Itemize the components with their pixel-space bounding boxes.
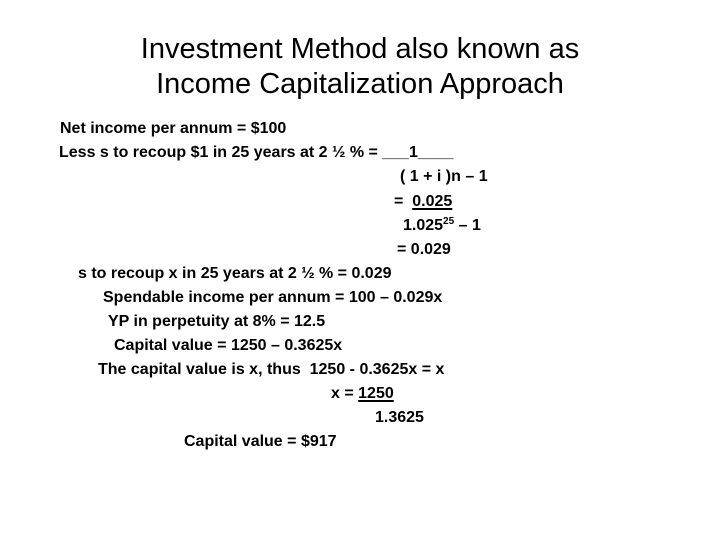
fraction-numerator-line <box>394 193 452 211</box>
equals-sign: = <box>394 193 413 210</box>
capital-value-final-line: Capital value = $917 <box>184 433 337 450</box>
slide-title-line-1: Investment Method also known as <box>140 33 580 65</box>
result-line: = 0.029 <box>397 241 451 258</box>
slide-title <box>0 32 720 102</box>
x-equals-line <box>331 385 394 403</box>
x-equals-label: x = <box>331 385 359 402</box>
spendable-income-line: Spendable income per annum = 100 – 0.029x <box>103 289 443 306</box>
capital-value-equation-line: The capital value is x, thus 1250 - 0.3625x = x <box>98 361 445 378</box>
capital-value-expression-line: Capital value = 1250 – 0.3625x <box>114 337 343 354</box>
sinking-fund-denominator: ( 1 + i )n – 1 <box>400 168 488 185</box>
x-denominator: 1.3625 <box>375 409 424 426</box>
fraction-tail: – 1 <box>454 217 481 234</box>
fraction-exponent: 25 <box>443 216 455 227</box>
fraction-base: 1.025 <box>403 217 444 234</box>
slide-title-line-2: Income Capitalization Approach <box>156 68 564 100</box>
fraction-denominator-line <box>403 217 481 235</box>
sinking-fund-numerator: ___1____ <box>382 144 454 161</box>
net-income-line: Net income per annum = $100 <box>60 120 287 137</box>
yp-perpetuity-line: YP in perpetuity at 8% = 12.5 <box>108 313 326 330</box>
sinking-fund-line <box>59 144 453 162</box>
s-to-recoup-x-line: s to recoup x in 25 years at 2 ½ % = 0.029 <box>78 265 392 282</box>
fraction-numerator: 0.025 <box>412 193 453 210</box>
x-numerator: 1250 <box>358 385 394 402</box>
sinking-fund-label: Less s to recoup $1 in 25 years at 2 ½ % = <box>59 144 383 161</box>
